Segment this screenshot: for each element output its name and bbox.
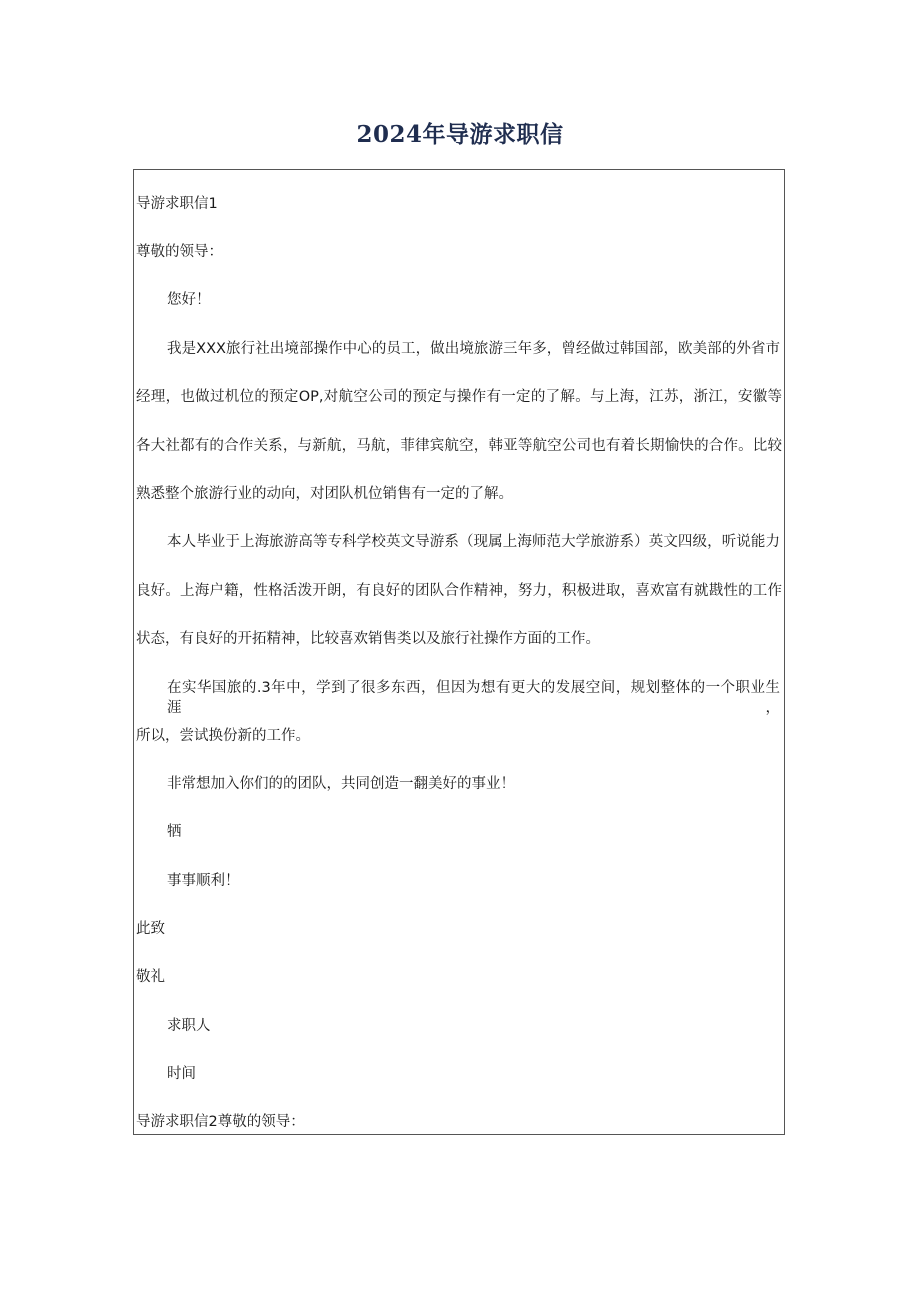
paragraph-1-line-4: 熟悉整个旅游行业的动向，对团队机位销售有一定的了解。 bbox=[136, 486, 513, 502]
paragraph-1-line-3: 各大社都有的合作关系，与新航，马航，菲律宾航空，韩亚等航空公司也有着长期愉快的合作。比较 bbox=[136, 438, 782, 454]
paragraph-2-line-1: 本人毕业于上海旅游高等专科学校英文导游系（现属上海师范大学旅游系）英文四级，听说能力 bbox=[167, 534, 780, 550]
paragraph-2-line-3: 状态，有良好的开拓精神，比较喜欢销售类以及旅行社操作方面的工作。 bbox=[136, 631, 600, 647]
letter-heading: 导游求职信1 bbox=[136, 196, 218, 212]
closing-line-2: 敬礼 bbox=[136, 969, 165, 985]
wish-line-2: 事事顺利！ bbox=[167, 873, 240, 889]
paragraph-3-line-2: 所以，尝试换份新的工作。 bbox=[136, 728, 310, 744]
paragraph-4: 非常想加入你们的的团队，共同创造一翻美好的事业！ bbox=[167, 776, 515, 792]
wish-line-1: 牺 bbox=[167, 824, 182, 840]
document-title: 2024年导游求职信 bbox=[356, 121, 564, 148]
date: 时间 bbox=[167, 1066, 196, 1082]
salutation: 尊敬的领导： bbox=[136, 244, 223, 260]
paragraph-1-line-1: 我是XXX旅行社出境部操作中心的员工，做出境旅游三年多，曾经做过韩国部，欧美部的外省市 bbox=[167, 341, 780, 357]
letter-frame bbox=[133, 169, 785, 1135]
closing-line-1: 此致 bbox=[136, 921, 165, 937]
greeting: 您好！ bbox=[167, 292, 211, 308]
next-letter-heading: 导游求职信2尊敬的领导： bbox=[136, 1114, 305, 1130]
paragraph-1-line-2: 经理，也做过机位的预定OP,对航空公司的预定与操作有一定的了解。与上海，江苏，浙江，安徽等 bbox=[136, 389, 782, 405]
paragraph-3-line-1: 在实华国旅的.3年中，学到了很多东西，但因为想有更大的发展空间，规划整体的一个职业生涯， bbox=[167, 680, 780, 716]
paragraph-2-line-2: 良好。上海户籍，性格活泼开朗，有良好的团队合作精神，努力，积极进取，喜欢富有就戡性的工作 bbox=[136, 583, 782, 599]
signer: 求职人 bbox=[167, 1018, 211, 1034]
